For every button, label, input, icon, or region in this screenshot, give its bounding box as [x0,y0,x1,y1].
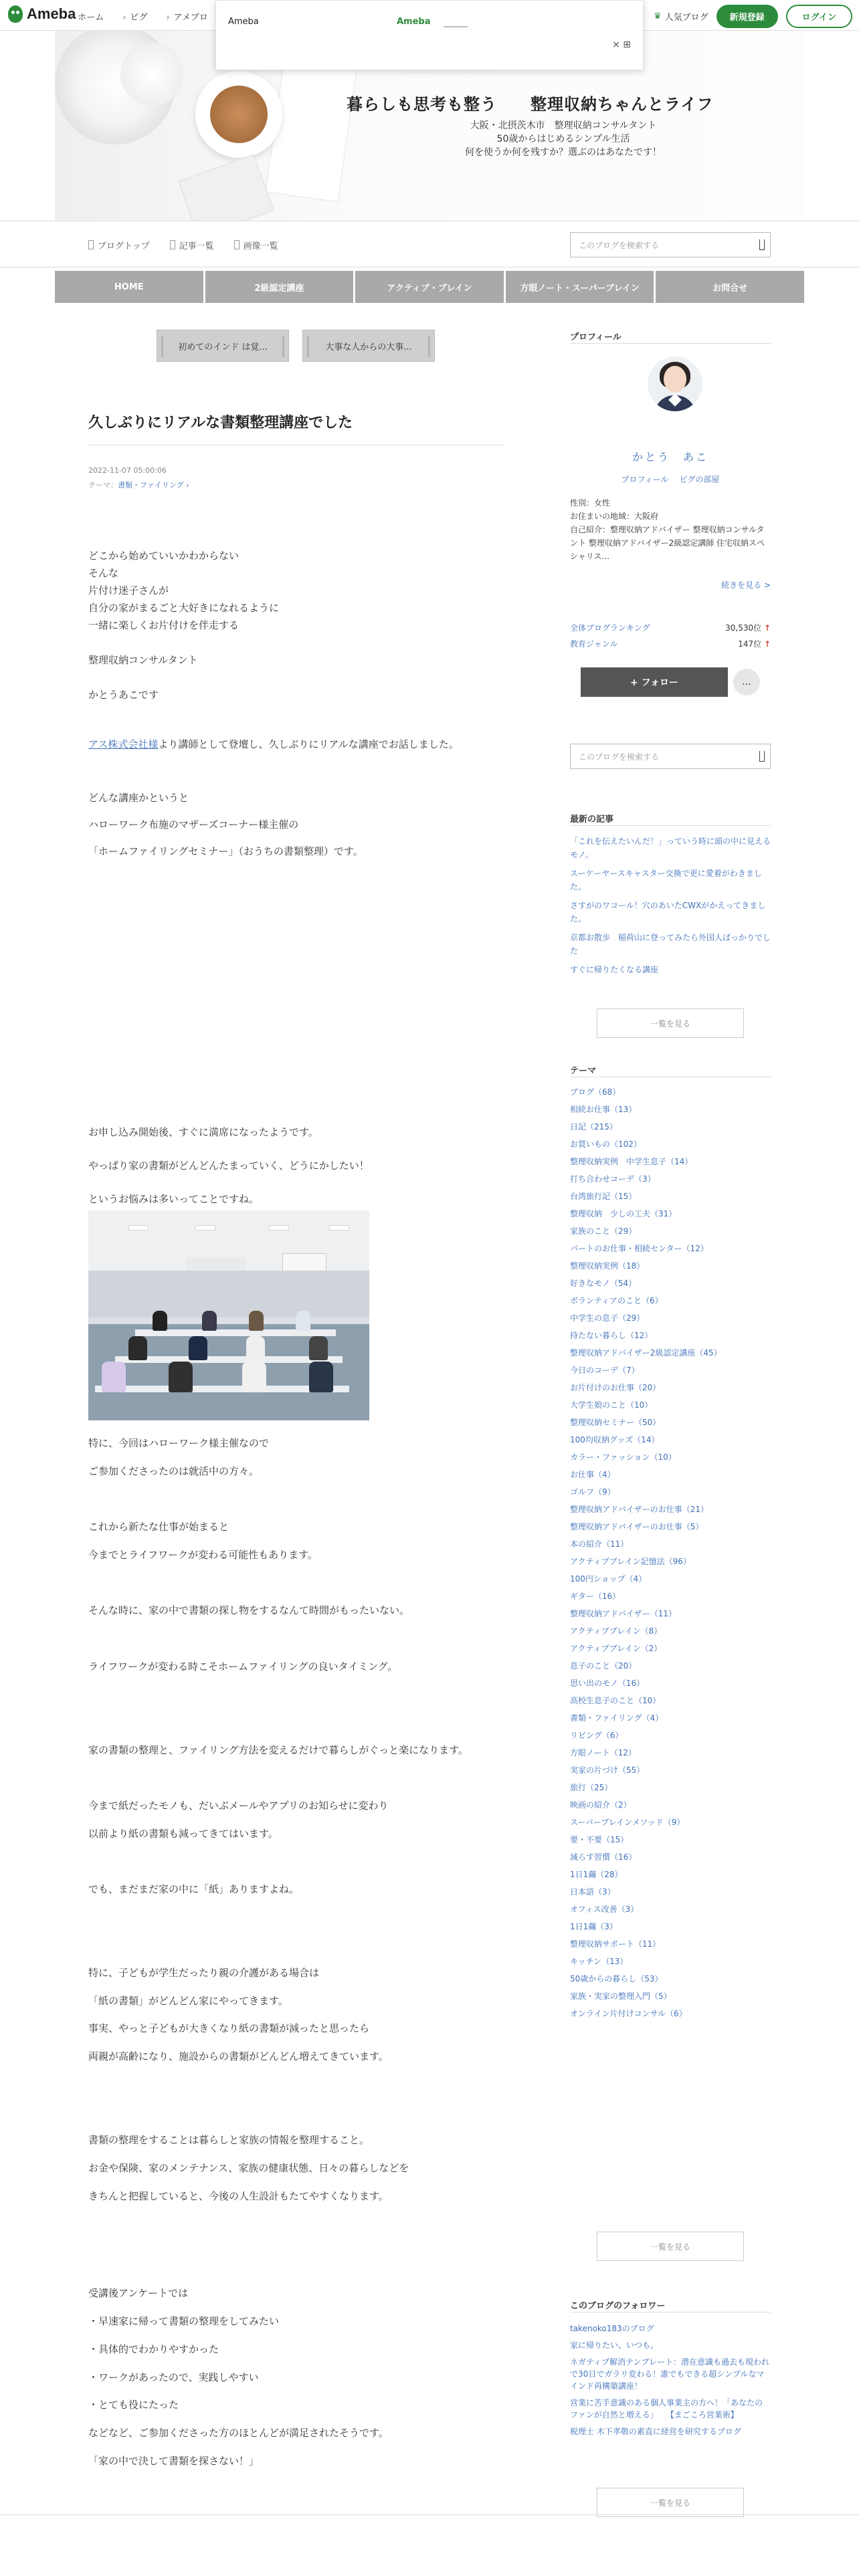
article-paragraph-2 [88,789,503,860]
photo-attendee [296,1311,310,1331]
spacer [88,1979,503,1994]
gnav-grid-note[interactable]: 方眼ノート・スーパーブレイン [506,271,654,303]
spacer [88,1673,503,1688]
theme-item[interactable]: 整理収納アドバイザー2級認定講座（45） [570,1348,722,1358]
theme-item[interactable]: 息子のこと（20） [570,1661,637,1671]
follower-item[interactable]: 営業に苦手意識のある個人事業主の方へ！「あなたのファンが自然と増える」 【まごころ営業術】 [570,2398,763,2420]
popular-blog-link[interactable] [654,10,708,23]
spacer [88,2147,503,2161]
theme-item[interactable]: 今日のコーデ（7） [570,1366,640,1375]
spacer [88,2440,503,2454]
paragraph-line: 自分の家がまるごと大好きになれるように [88,602,280,614]
spacer [88,2411,503,2426]
theme-item[interactable]: ブログ（68） [570,1087,621,1097]
spacer [88,2356,503,2371]
theme-item[interactable]: 整理収納実例（18） [570,1261,645,1271]
ad-divider [444,26,468,27]
arrow-up-icon: ↑ [763,623,771,633]
article-intro [88,547,503,704]
theme-item[interactable]: 日記（215） [570,1122,617,1132]
arrow-up-icon: ↑ [763,639,771,649]
theme-item[interactable]: 映画の紹介（2） [570,1800,632,1810]
theme-item[interactable]: 高校生息子のこと（10） [570,1696,661,1705]
theme-item[interactable]: 好きなモノ（54） [570,1279,637,1288]
gnav-home[interactable]: HOME [55,271,203,303]
photo-attendee [309,1362,333,1392]
paragraph-line: ・ワークがあったので、実践しやすい [88,2371,259,2383]
paragraph-line: かとうあこです [88,689,159,701]
followers-heading: このブログのフォロワー [570,2301,666,2311]
pigg-room-link[interactable]: ピグの部屋 [679,475,720,484]
profile-name[interactable]: かとう あこ [632,451,708,463]
paragraph-line: 「家の中で決して書類を探さない！」 [88,2454,260,2467]
paragraph-line: 両親が高齢になり、施設からの書類がどんどん増えてきています。 [88,2050,389,2063]
photo-desk [115,1356,343,1363]
paragraph-line: 「紙の書類」がどんどん家にやってきます。 [88,1994,288,2007]
paragraph-line [88,634,503,651]
article-paragraph-3 [88,1123,503,1208]
paragraph-text: より講師として登壇し、久しぶりにリアルな講座でお話しました。 [158,738,459,750]
theme-item[interactable]: 日本語（3） [570,1887,615,1897]
themes-more-button[interactable]: 一覧を見る [597,2232,744,2261]
spacer [88,1840,503,1855]
top-nav [70,10,208,23]
theme-item[interactable]: 家族のこと（29） [570,1226,637,1236]
theme-item[interactable]: 打ち合わせコーデ（3） [570,1174,656,1184]
overall-ranking-label: 全体ブログランキング [570,623,650,633]
theme-item[interactable]: パートのお仕事・相続センター（12） [570,1244,708,1253]
paragraph-line: ・とても役にたった [88,2399,179,2411]
spacer [88,2063,503,2078]
paragraph-line: などなど、ご参加くださった方のほとんどが満足されたそうです。 [88,2426,389,2439]
theme-item[interactable]: 家族・実家の整理入門（5） [570,1992,672,2001]
theme-item[interactable]: 台湾旅行記（15） [570,1192,637,1201]
blog-subtitle-line: 大阪・北摂茨木市 整理収納コンサルタント [470,120,657,131]
theme-item[interactable]: お片付けのお仕事（20） [570,1383,661,1392]
photo-attendee [169,1362,193,1392]
paragraph-line: きちんと把握していると、今後の人生設計もたてやすくなります。 [88,2189,389,2202]
theme-item[interactable]: 本の紹介（11） [570,1539,629,1549]
theme-item[interactable]: ゴルフ（9） [570,1487,615,1497]
gnav-contact[interactable]: お問合せ [656,271,804,303]
photo-attendee [202,1311,217,1331]
paragraph-line: 整理収納コンサルタント [88,654,198,666]
spacer [88,2328,503,2343]
logo-text: Ameba [27,5,76,22]
paragraph-line: 受講後アンケートでは [88,2287,189,2300]
spacer [88,2203,503,2218]
sidebar-divider [570,343,771,344]
chevron-right-icon: › [186,481,189,490]
read-more-link[interactable]: 続きを見る > [721,580,771,590]
paragraph-line: お申し込み開始後、すぐに満席になったようです。 [88,1126,318,1138]
ameba-logo[interactable] [8,5,76,23]
blog-search-placeholder: このブログを検索する [579,241,660,250]
photo-attendee [128,1336,147,1360]
recent-item[interactable]: 「これを伝えたいんだ！」っていう時に頭の中に見えるモノ。 [570,837,771,859]
spacer [88,1771,503,1799]
profile-details [570,496,771,563]
paragraph-line: そんな [88,567,119,579]
profile-intro: 自己紹介：整理収納アドバイザー 整理収納コンサルタント 整理収納アドバイザー2級認定講師 住宅収納スペシャリス... [570,525,765,561]
paragraph-line: 書類の整理をすることは暮らしと家族の情報を整理すること。 [88,2134,370,2147]
theme-item[interactable]: 整理収納アドバイザーのお仕事（21） [570,1505,709,1514]
theme-item[interactable]: 整理収納 少しの工夫（31） [570,1209,677,1218]
blog-subtitle-line: 何を使うか何を残すか？選ぶのはあなたです！ [465,147,662,158]
spacer [88,1896,503,1911]
photo-attendee [249,1311,264,1331]
paragraph-line: 特に、今回はハローワーク様主催なので [88,1437,270,1449]
spacer [88,2035,503,2050]
spacer [88,1576,503,1604]
ad-label: Ameba [228,17,259,27]
search-icon[interactable] [759,751,765,762]
spacer [88,2078,503,2133]
article-paragraph [88,736,503,753]
theme-item[interactable]: 旅行（25） [570,1783,613,1792]
followers-list [570,2323,771,2442]
profile-location: お住まいの地域：大阪府 [570,512,659,521]
theme-item[interactable]: 1日1繭（28） [570,1870,623,1879]
paragraph-line: どんな講座かというと [88,792,189,804]
theme-item[interactable]: 整理収納サポート（11） [570,1939,661,1949]
paragraph-line: ・具体的でわかりやすかった [88,2343,219,2355]
theme-item[interactable]: 50歳からの暮らし（53） [570,1974,663,1983]
search-icon[interactable] [759,239,765,250]
recent-list-more-button[interactable]: 一覧を見る [597,1008,744,1038]
profile-gender: 性別：女性 [570,498,611,508]
article-theme [88,478,189,493]
sidebar-search-input[interactable] [570,744,771,769]
blog-sub-nav [0,221,859,267]
company-link[interactable]: アス株式会社様 [88,738,159,750]
theme-item[interactable]: キッチン（13） [570,1957,628,1966]
spacer [88,2300,503,2315]
paragraph-line: やっぱり家の書類がどんどんたまっていく、どうにかしたい！ [88,1160,369,1172]
theme-item[interactable]: 思い出のモノ（16） [570,1679,645,1688]
paragraph-line: ・早速家に帰って書類の整理をしてみたい [88,2315,280,2328]
spacer [88,1533,503,1548]
spacer [88,1450,503,1465]
paragraph-line: 片付け迷子さんが [88,584,169,597]
profile-link[interactable]: プロフィール [621,475,669,484]
follower-item[interactable]: 税理士 木下孝敬の素直に経営を研究するブログ [570,2427,741,2436]
theme-item[interactable]: 整理収納実例 中学生息子（14） [570,1157,693,1166]
follower-item[interactable]: takenoko183のブログ [570,2324,654,2333]
footer-divider [0,2514,859,2515]
paragraph-line: ライフワークが変わる時こそホームファイリングの良いタイミング。 [88,1660,398,1673]
blog-sub-nav-items [88,239,278,251]
genre-ranking-value [738,638,771,649]
theme-item[interactable]: オフィス改善（3） [570,1905,639,1914]
photo-wall [88,1271,369,1317]
topnav-pigg[interactable]: › ピグ [122,10,147,23]
profile-heading: プロフィール [570,332,622,342]
crown-icon: ♛ [653,11,662,21]
global-nav [55,271,804,303]
spacer [88,1562,503,1576]
paragraph-line: ハローワーク布施のマザーズコーナー様主催の [88,819,299,831]
article-date: 2022-11-07 05:00:06 [88,466,167,475]
paragraph-line: これから新たな仕事が始まると [88,1521,229,1533]
spacer [88,1854,503,1883]
top-right-actions [654,5,852,28]
follower-item[interactable]: ネガティブ解消テンプレート：潜在意識も過去も現われで30日でガラリ変わる！誰でもできる超シンプルなマインド再構築講座！ [570,2357,769,2391]
blog-top-link[interactable]: ブログトップ [88,239,150,251]
theme-item[interactable]: アクティブブレイン記憶法（96） [570,1557,691,1566]
theme-item[interactable]: スーパーブレインメソッド（9） [570,1818,685,1827]
spacer [88,1617,503,1632]
themes-heading: テーマ [570,1066,597,1076]
theme-item[interactable]: 整理収納セミナー（50） [570,1418,661,1427]
paragraph-line: 以前より紙の書類も減ってきてはいます。 [88,1827,278,1840]
ad-brand[interactable]: Ameba [397,17,431,27]
spacer [88,1812,503,1827]
article-meta [88,463,189,493]
overall-ranking-value [725,622,771,633]
register-button[interactable]: 新規登録 [717,5,778,28]
profile-avatar[interactable] [648,356,702,411]
spacer [88,1911,503,1966]
login-button[interactable]: ログイン [786,5,852,28]
theme-link[interactable]: 書類・ファイリング [118,481,184,490]
paragraph-line: ご参加くださったのは就活中の方々。 [88,1465,260,1477]
avatar-face [664,366,686,393]
theme-item[interactable]: ボランティアのこと（6） [570,1296,663,1305]
themes-list [570,1086,771,2025]
recent-item[interactable]: さすがのワコール！穴のあいたCWXがかえってきました。 [570,901,766,924]
photo-attendee [153,1311,167,1331]
theme-item[interactable]: 減らす習慣（16） [570,1852,637,1862]
spacer [88,833,503,843]
rank-value: 147位 [738,639,762,649]
ameba-logo-icon [8,5,23,23]
followers-more-button[interactable]: 一覧を見る [597,2488,744,2517]
theme-item[interactable]: お仕事（4） [570,1470,615,1479]
topnav-ameblo[interactable]: › アメブロ [166,10,207,23]
spacer [88,1632,503,1660]
sidebar-divider [570,2312,771,2313]
recent-item[interactable]: スーケーヤースキャスター交換で更に愛着がわきました。 [570,869,762,891]
ad-popup[interactable] [215,0,644,70]
pickup-button[interactable]: 初めてのインド は覚... [157,330,289,362]
theme-item[interactable]: 実家の片づけ（55） [570,1765,645,1775]
spacer [88,1174,503,1190]
recent-item[interactable]: 京都お散歩 稲荷山に登ってみたら外国人ばっかりでした [570,933,771,956]
photo-attendee [309,1336,328,1360]
follow-button[interactable]: + フォロー [581,667,728,697]
rank-value: 30,530位 [725,623,762,633]
image-list-link[interactable]: 画像一覧 [234,239,278,251]
theme-item[interactable]: 持たない暮らし（12） [570,1331,653,1340]
paragraph-line: お金や保険、家のメンテナンス、家族の健康状態、日々の暮らしなどを [88,2161,409,2174]
theme-item[interactable]: 整理収納アドバイザーのお仕事（5） [570,1522,704,1531]
gnav-course[interactable]: 2級認定講座 [205,271,354,303]
spacer [88,2008,503,2022]
theme-item[interactable]: 100均収納グッズ（14） [570,1435,660,1444]
theme-item[interactable]: カラー・ファッション（10） [570,1453,676,1462]
photo-light [269,1225,289,1230]
theme-item[interactable]: お買いもの（102） [570,1140,642,1149]
theme-item[interactable]: ギター（16） [570,1592,621,1601]
blog-subtitle [430,119,697,159]
theme-item[interactable]: 大学生娘のこと（10） [570,1400,653,1410]
theme-item[interactable]: リビング（6） [570,1731,624,1740]
theme-item[interactable]: 要・不要（15） [570,1835,629,1844]
spacer [88,1141,503,1157]
paragraph-line: 今までとライフワークが変わる可能性もあります。 [88,1548,318,1561]
paragraph-line: 家の書類の整理と、ファイリング方法を変えるだけで暮らしがぐっと楽になります。 [88,1743,468,1756]
theme-label: テーマ： [88,481,118,490]
gnav-active-brain[interactable]: アクティブ・ブレイン [355,271,504,303]
spacer [88,1478,503,1493]
sidebar-divider [570,825,771,826]
overall-ranking[interactable] [570,622,771,633]
paragraph-line: どこから始めていいかわからない [88,550,240,562]
theme-item[interactable]: オンライン片付けコンサル（6） [570,2009,687,2018]
header-coffee-cup-image [195,71,282,158]
topnav-home[interactable]: › ホーム [70,10,104,23]
genre-ranking[interactable] [570,638,771,649]
ad-close-icon[interactable]: × ⊞ [612,39,631,50]
theme-item[interactable]: 相続お仕事（13） [570,1105,637,1114]
seminar-photo[interactable] [88,1210,369,1420]
paragraph-line: というお悩みは多いってことですね。 [88,1193,260,1205]
article-title: 久しぶりにリアルな書類整理講座でした [88,415,353,431]
paragraph-line: 一緒に楽しくお片付けを伴走する [88,619,240,631]
photo-attendee [189,1336,207,1360]
paragraph-line: 特に、子どもが学生だったり親の介護がある場合は [88,1967,320,1979]
sidebar-search-placeholder: このブログを検索する [579,752,660,762]
theme-item[interactable]: 方眼ノート（12） [570,1748,636,1757]
theme-item[interactable]: 中学生の息子（29） [570,1313,645,1323]
spacer [88,1492,503,1520]
photo-attendee [102,1362,126,1392]
theme-item[interactable]: アクティブブレイン（2） [570,1644,662,1653]
recent-item[interactable]: すぐに帰りたくなる講座 [570,965,659,974]
genre-ranking-label: 教育ジャンル [570,639,618,649]
spacer [88,2175,503,2189]
photo-attendee [246,1336,265,1360]
paragraph-line [88,669,503,686]
blog-title: 暮らしも思考も整う 整理収納ちゃんとライフ [347,95,714,114]
header-flower-image-2 [115,37,189,111]
photo-light [128,1225,149,1230]
paragraph-line: 今まで紙だったモノも、だいぶメールやアプリのお知らせに変わり [88,1799,389,1812]
spacer [88,2384,503,2399]
entry-list-link[interactable]: 記事一覧 [170,239,214,251]
paragraph-line: 事実、やっと子どもが大きくなり紙の書類が減ったと思ったら [88,2022,370,2035]
theme-item[interactable]: アクティブブレイン（8） [570,1626,662,1636]
theme-item[interactable]: 整理収納アドバイザー（11） [570,1609,677,1618]
spacer [88,807,503,816]
photo-light [195,1225,215,1230]
spacer [88,1757,503,1772]
article-paragraph-4 [88,1436,503,2468]
popular-blog-label: 人気ブログ [664,13,708,23]
photo-light [329,1225,349,1230]
theme-item[interactable]: 100円ショップ（4） [570,1574,647,1584]
header-keyboard-image [178,154,274,221]
recent-heading: 最新の記事 [570,815,614,825]
blog-search-input[interactable] [570,232,771,257]
photo-attendee [242,1362,266,1392]
recent-list [570,835,771,982]
paragraph-line: 「ホームファイリングセミナー」（おうちの書類整理）です。 [88,845,363,857]
paragraph-line: そんな時に、家の中で書類の探し物をするなんて時間がもったいない。 [88,1604,410,1617]
more-options-icon[interactable]: … [733,669,760,695]
follower-item[interactable]: 家に帰りたい、いつも。 [570,2341,659,2350]
profile-links [570,473,771,485]
theme-item[interactable]: 1日1繭（3） [570,1922,617,1931]
pickup-button[interactable]: 大事な人からの大事... [302,330,435,362]
spacer [88,2217,503,2286]
blog-subtitle-line: 50歳からはじめるシンプル生活 [496,134,630,144]
theme-item[interactable]: 書類・ファイリング（4） [570,1713,664,1723]
paragraph-line: でも、まだまだ家の中に「紙」ありますよね。 [88,1883,300,1896]
spacer [88,1687,503,1743]
